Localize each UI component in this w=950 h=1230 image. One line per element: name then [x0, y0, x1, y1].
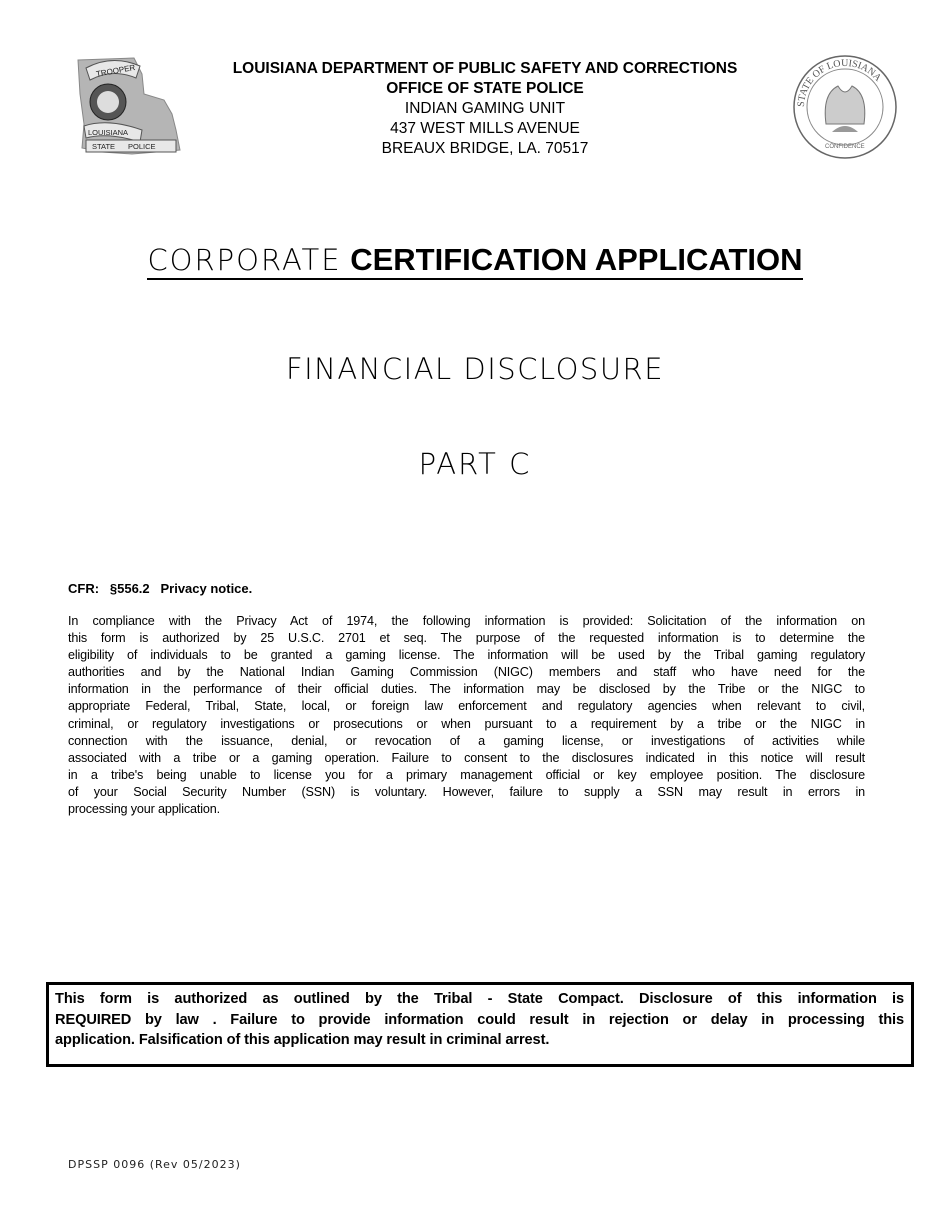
city-address: BREAUX BRIDGE, LA. 70517 [381, 140, 589, 157]
privacy-notice-heading: CFR: §556.2 Privacy notice. [68, 581, 253, 596]
privacy-line: appropriate Federal, Tribal, State, local, or foreign law enforcement and regulatory agencies when relevant to civil, [68, 699, 865, 714]
privacy-line: of your Social Security Number (SSN) is voluntary. However, failure to supply a SSN may result in errors in [68, 784, 865, 799]
svg-text:LOUISIANA: LOUISIANA [88, 128, 129, 137]
state-police-badge-logo [72, 54, 182, 158]
street-address: 437 WEST MILLS AVENUE [390, 120, 580, 137]
form-revision-id: DPSSP 0096 (Rev 05/2023) [68, 1158, 241, 1171]
form-subtitle: FINANCIAL DISCLOSURE [285, 352, 665, 386]
svg-text:CONFIDENCE: CONFIDENCE [825, 144, 865, 150]
privacy-line: eligibility of individuals to be granted a gaming license. The information will be used by the Tribal gaming regulatory [68, 648, 865, 663]
unit-name: INDIAN GAMING UNIT [404, 100, 566, 117]
svg-text:POLICE: POLICE [128, 142, 156, 151]
office-name: OFFICE OF STATE POLICE [386, 80, 584, 97]
legal-notice-box [46, 982, 914, 1067]
privacy-line: associated with a tribe or a gaming operation. Failure to consent to the disclosures indicated in this notice will result [68, 750, 865, 765]
privacy-line: In compliance with the Privacy Act of 1974, the following information is provided: Solicitation of the information on [68, 614, 865, 628]
privacy-line: this form is authorized by 25 U.S.C. 2701 et seq. The purpose of the requested information is to determine the [68, 631, 865, 646]
notice-line: This form is authorized as outlined by the Tribal - State Compact. Disclosure of this information is [55, 991, 904, 1007]
privacy-line: criminal, or regulatory investigations or prosecutions or when pursuant to a requirement by a tribe or the NIGC in [68, 716, 865, 731]
agency-header [180, 59, 790, 159]
privacy-line: authorities and by the National Indian Gaming Commission (NIGC) members and staff who have need for the [68, 665, 865, 680]
privacy-line: information in the performance of their official duties. The information may be disclosed by the Tribe or the NIGC to [68, 682, 865, 697]
form-part: PART C [418, 447, 532, 481]
privacy-line: connection with the issuance, denial, or revocation of a gaming license, or investigations of activities while [68, 733, 865, 748]
privacy-notice-text [68, 613, 865, 818]
svg-text:STATE OF LOUISIANA: STATE OF LOUISIANA [795, 57, 884, 108]
department-name: LOUISIANA DEPARTMENT OF PUBLIC SAFETY AND CORRECTIONS [232, 60, 738, 77]
privacy-line: in a tribe's being unable to license you for a primary management official or key employee position. The disclosure [68, 767, 865, 782]
privacy-line: processing your application. [68, 802, 220, 817]
svg-text:TROOPER: TROOPER [95, 62, 136, 79]
notice-line: REQUIRED by law . Failure to provide information could result in rejection or delay in processing this [55, 1011, 904, 1028]
form-title [0, 242, 950, 278]
state-of-louisiana-seal [792, 54, 898, 160]
form-title-bold: CERTIFICATION APPLICATION [350, 242, 803, 277]
form-title-light: CORPORATE [147, 243, 342, 277]
notice-line: application. Falsification of this application may result in criminal arrest. [55, 1032, 550, 1048]
svg-text:STATE: STATE [92, 142, 116, 151]
